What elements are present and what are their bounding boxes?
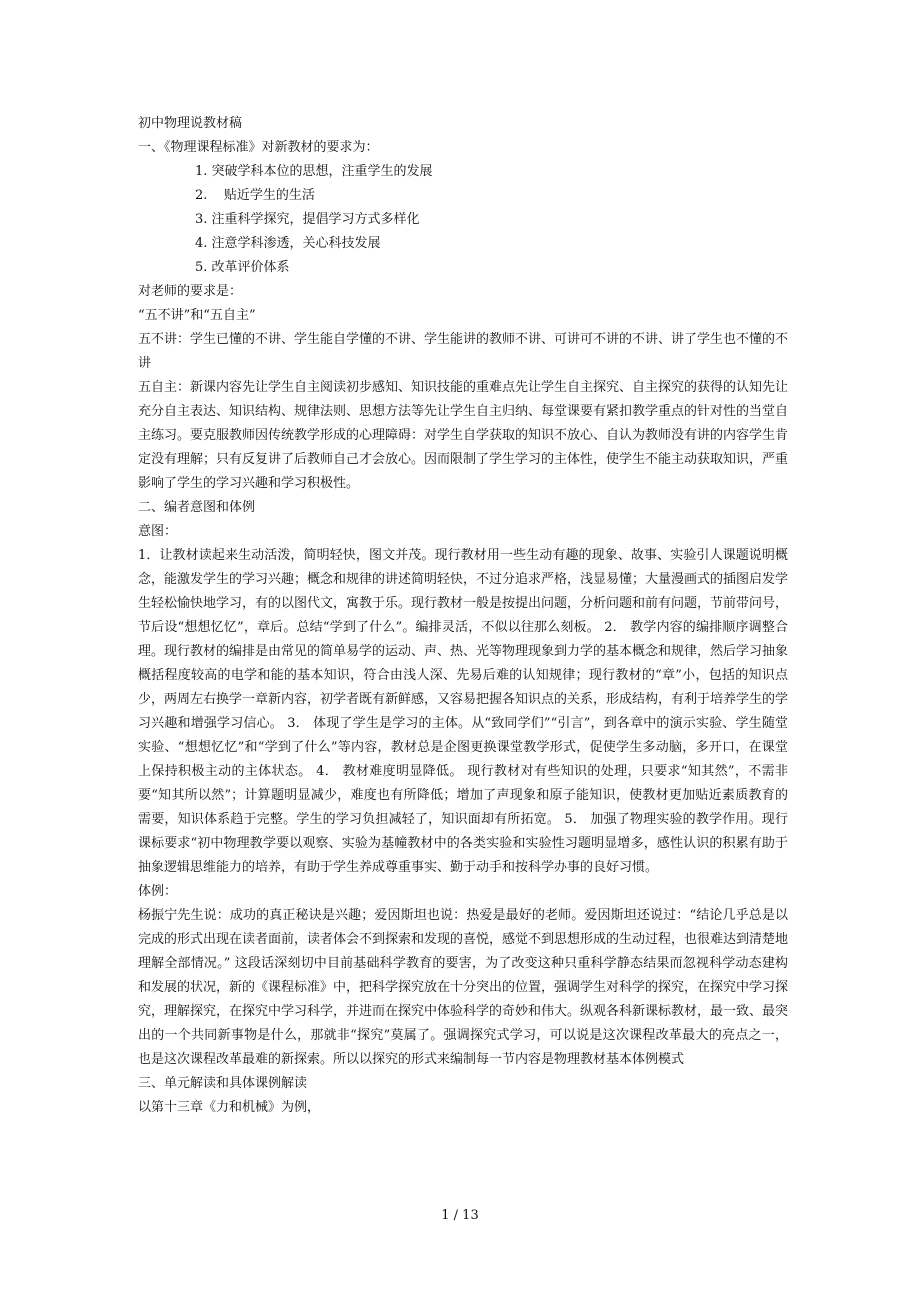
document-title: 初中物理说教材稿 [138, 116, 243, 131]
section-3-heading: 三、单元解读和具体课例解读 [138, 1076, 308, 1091]
intent-label: 意图： [138, 524, 178, 539]
style-label: 体例： [138, 884, 178, 899]
five-principles-line: “五不讲”和“五自主” [138, 308, 256, 323]
wu-bu-jiang-paragraph: 五不讲：学生已懂的不讲、学生能自学懂的不讲、学生能讲的教师不讲、可讲可不讲的不讲、讲了学生也不懂的不讲 [138, 332, 789, 371]
section-3-example-line: 以第十三章《力和机械》为例， [138, 1100, 321, 1115]
requirement-item: 5. 改革评价体系 [195, 260, 290, 275]
page-number: 1 / 13 [441, 1208, 479, 1223]
requirement-item: 1. 突破学科本位的思想，注重学生的发展 [195, 164, 433, 179]
section-2-heading: 二、编者意图和体例 [138, 500, 256, 515]
wu-zi-zhu-paragraph: 五自主：新课内容先让学生自主阅读初步感知、知识技能的重难点先让学生自主探究、自主探究的获得的认知先让充分自主表达、知识结构、规律法则、思想方法等先让学生自主归纳、每堂课要有紧扣教学重点的针对性的当堂自主练习。要克服教师因传统教学形成的心理障碍：对学生自学获取的知识不放心、自认为教师没有讲的内容学生肯定没有理解；只有反复讲了后教师自己才会放心。因而限制了学生学习的主体性，使学生不能主动获取知识，严重影响了学生的学习兴趣和学习积极性。 [138, 380, 789, 491]
requirement-item: 2. 贴近学生的生活 [195, 188, 315, 203]
teacher-requirements-label: 对老师的要求是： [138, 284, 243, 299]
requirement-item: 4. 注意学科渗透，关心科技发展 [195, 236, 381, 251]
section-1-heading: 一、《物理课程标准》对新教材的要求为： [138, 140, 379, 155]
requirement-item: 3. 注重科学探究，提倡学习方式多样化 [195, 212, 420, 227]
intent-paragraph: 1．让教材读起来生动活泼，简明轻快，图文并茂。现行教材用一些生动有趣的现象、故事、实验引人课题说明概念，能激发学生的学习兴趣；概念和规律的讲述简明轻快，不过分追求严格，浅显易懂；大量漫画式的插图启发学生轻松愉快地学习，有的以图代文，寓教于乐。现行教材一般是按提出问题，分析问题和前有问题，节前带问号，节后设“想想忆忆”，章后。总结“学到了什么”。编排灵活，不似以往那么刻板。 2． 教学内容的编排顺序调整合理。现行教材的编排是由常见的简单易学的运动、声、热、光等物理现象到力学的基本概念和规律，然后学习抽象概括程度较高的电学和能的基本知识，符合由浅人深、先易后难的认知规律；现行教材的“章”小，包括的知识点少，两周左右换学一章新内容，初学者既有新鲜感，又容易把握各知识点的关系，形成结构，有利于培养学生的学习兴趣和增强学习信心。 3． 体现了学生是学习的主体。从“致同学们”“引言”，到各章中的演示实验、学生随堂实验、“想想忆忆”和“学到了什么”等内容，教材总是企图更换课堂教学形式，促使学生多动脑，多开口，在课堂上保持积极主动的主体状态。 4． 教材难度明显降低。 现行教材对有些知识的处理，只要求“知其然”，不需非要“知其所以然”；计算题明显减少，难度也有所降低；增加了声现象和原子能知识，使教材更加贴近素质教育的需要，知识体系趋于完整。学生的学习负担减轻了，知识面却有所拓宽。 5． 加强了物理实验的教学作用。现行课标要求“初中物理教学要以观察、实验为基幢教材中的各类实验和实验性习题明显增多，感性认识的积累有助于抽象逻辑思维能力的培养，有助于学生养成尊重事实、勤于动手和按科学办事的良好习惯。 [138, 548, 789, 875]
document-page [138, 112, 788, 1120]
style-paragraph: 杨振宁先生说：成功的真正秘诀是兴趣；爱因斯坦也说：热爱是最好的老师。爱因斯坦还说过：“结论几乎总是以完成的形式出现在读者面前，读者体会不到探索和发现的喜悦，感觉不到思想形成的生动过程，也很难达到清楚地理解全部情况。” 这段话深刻切中目前基础科学教育的要害，为了改变这种只重科学静态结果而忽视科学动态建构和发展的状况，新的《课程标准》中，把科学探究放在十分突出的位置，强调学生对科学的探究，在探究中学习探究，理解探究，在探究中学习科学，并进而在探究中体验科学的奇妙和伟大。纵观各科新课标教材，最一致、最突出的一个共同新事物是什么，那就非“探究”莫属了。强调探究式学习，可以说是这次课程改革最大的亮点之一，也是这次课程改革最难的新探索。所以以探究的形式来编制每一节内容是物理教材基本体例模式 [138, 908, 789, 1067]
